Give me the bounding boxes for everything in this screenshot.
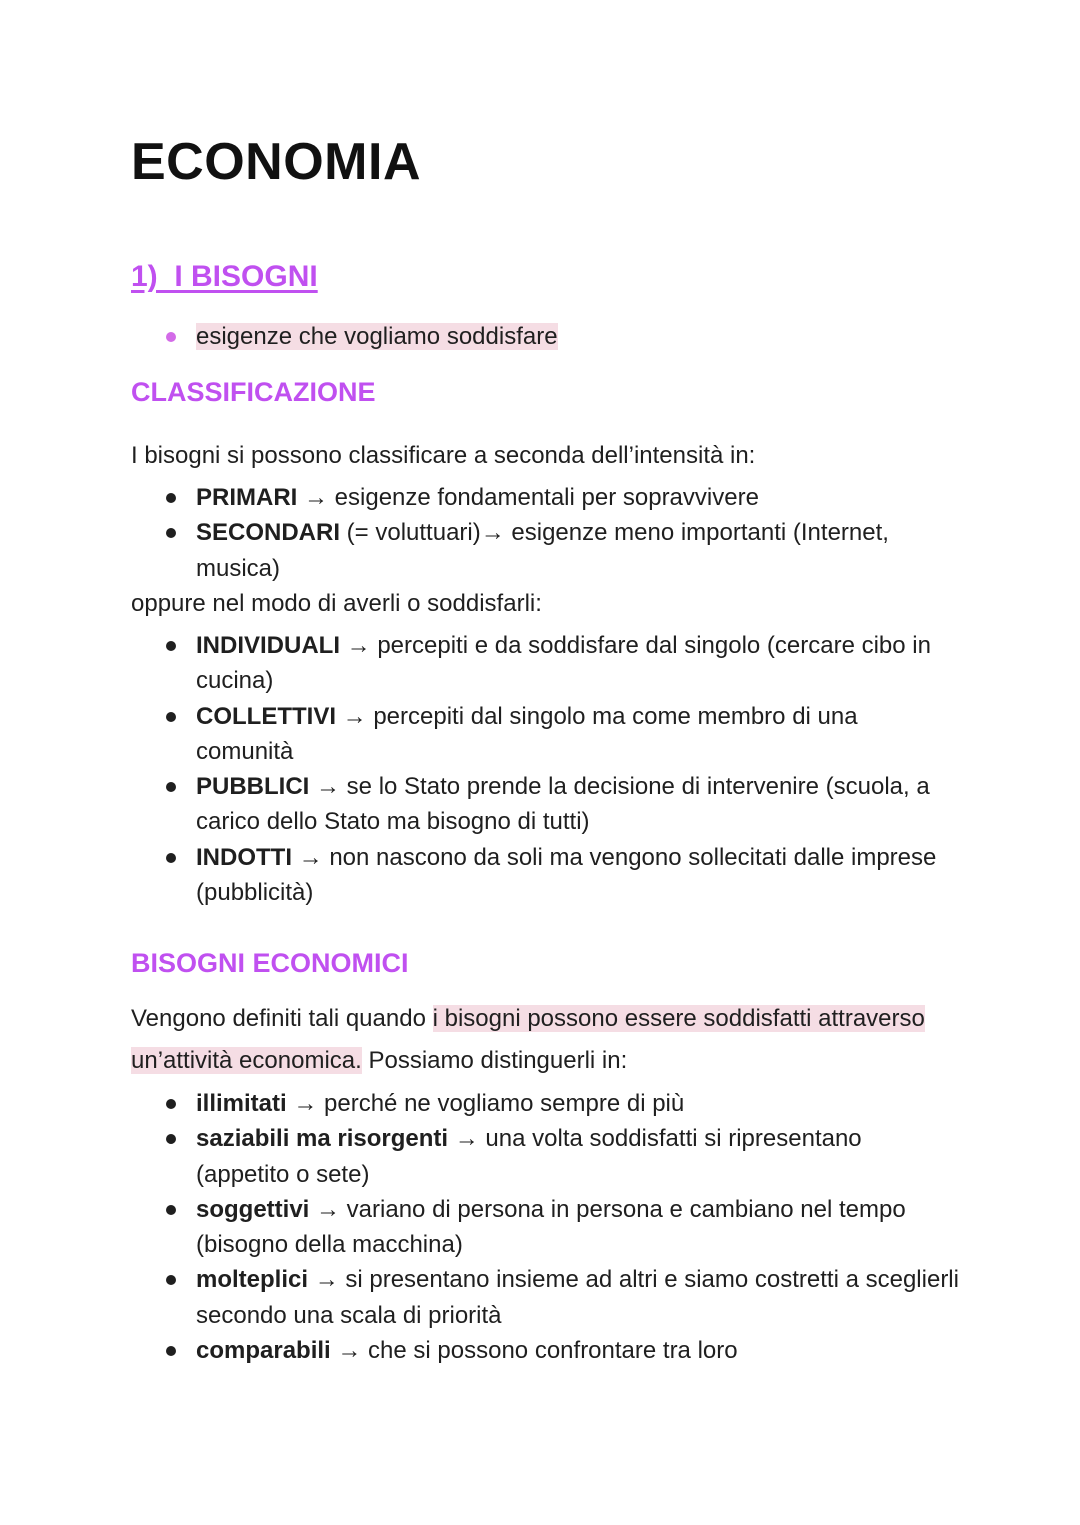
term: PUBBLICI [196, 773, 310, 801]
term-description: → variano di persona in persona e cambiano nel tempo (bisogno della macchina) [196, 1195, 906, 1259]
term: COLLETTIVI [196, 702, 336, 730]
bullet-icon [166, 712, 176, 722]
classification-intro: I bisogni si possono classificare a seconda dell’intensità in: [131, 442, 756, 469]
list-item [131, 1192, 961, 1263]
classification-intro-2: oppure nel modo di averli o soddisfarli: [131, 590, 542, 617]
economic-intro-end: Possiamo distinguerli in: [361, 1047, 628, 1074]
list-item [131, 840, 961, 911]
bullet-icon [166, 1275, 176, 1285]
term: soggettivi [196, 1195, 310, 1223]
list-item [131, 1086, 961, 1121]
term-description: → una volta soddisfatti si ripresentano (appetito o sete) [196, 1125, 862, 1188]
list-item [131, 1121, 961, 1192]
bullet-icon [166, 1134, 176, 1144]
bullet-icon [166, 1099, 176, 1109]
term-description: → esigenze fondamentali per sopravvivere [297, 484, 759, 511]
subheading-classificazione: CLASSIFICAZIONE [131, 377, 376, 407]
term-description: → percepiti e da soddisfare dal singolo (cercare cibo in cucina) [196, 632, 931, 695]
bullet-icon [166, 853, 176, 863]
economic-intro-start: Vengono definiti tali quando [131, 1005, 433, 1032]
term-description: → percepiti dal singolo ma come membro di una comunità [196, 702, 858, 765]
bullet-icon [166, 1346, 176, 1356]
list-item [131, 769, 961, 840]
term: SECONDARI [196, 519, 341, 547]
economic-intro-highlight: i bisogni possono essere soddisfatti attraverso un’attività economica. [131, 1005, 925, 1074]
list-item [131, 319, 961, 354]
term-description: → si presentano insieme ad altri e siamo costretti a sceglierli secondo una scala di priorità [196, 1266, 959, 1329]
list-item [131, 1262, 961, 1333]
bullet-icon [166, 641, 176, 651]
term: molteplici [196, 1266, 309, 1294]
definition-list [131, 319, 961, 354]
subheading-bisogni-economici: BISOGNI ECONOMICI [131, 948, 409, 978]
bullet-icon [166, 493, 176, 503]
list-item [131, 1333, 961, 1368]
section-heading-bisogni: 1) I BISOGNI [131, 260, 318, 293]
term: INDOTTI [196, 843, 292, 871]
term: PRIMARI [196, 484, 298, 511]
term-description: → perché ne vogliamo sempre di più [286, 1090, 685, 1117]
list-item [131, 628, 961, 699]
mode-list [131, 628, 961, 910]
term-description: → che si possono confrontare tra loro [330, 1337, 738, 1365]
term-description: → non nascono da soli ma vengono sollecitati dalle imprese (pubblicità) [196, 843, 937, 907]
page-title: ECONOMIA [131, 133, 421, 191]
term: INDIVIDUALI [196, 632, 340, 659]
list-item [131, 515, 961, 586]
economic-intro [131, 998, 961, 1082]
list-item [131, 699, 961, 770]
bullet-icon [166, 782, 176, 792]
definition-text: esigenze che vogliamo soddisfare [196, 323, 558, 350]
term: saziabili ma risorgenti [196, 1125, 449, 1153]
term-description: (= voluttuari)→ esigenze meno importanti (Internet, musica) [196, 519, 889, 582]
bullet-icon [166, 332, 176, 342]
economic-list [131, 1086, 961, 1368]
bullet-icon [166, 1205, 176, 1215]
term-description: → se lo Stato prende la decisione di intervenire (scuola, a carico dello Stato ma bisogno di tutti) [196, 773, 930, 836]
list-item [131, 480, 961, 515]
intensity-list [131, 480, 961, 586]
term: illimitati [196, 1090, 287, 1117]
term: comparabili [196, 1337, 331, 1365]
bullet-icon [166, 528, 176, 538]
